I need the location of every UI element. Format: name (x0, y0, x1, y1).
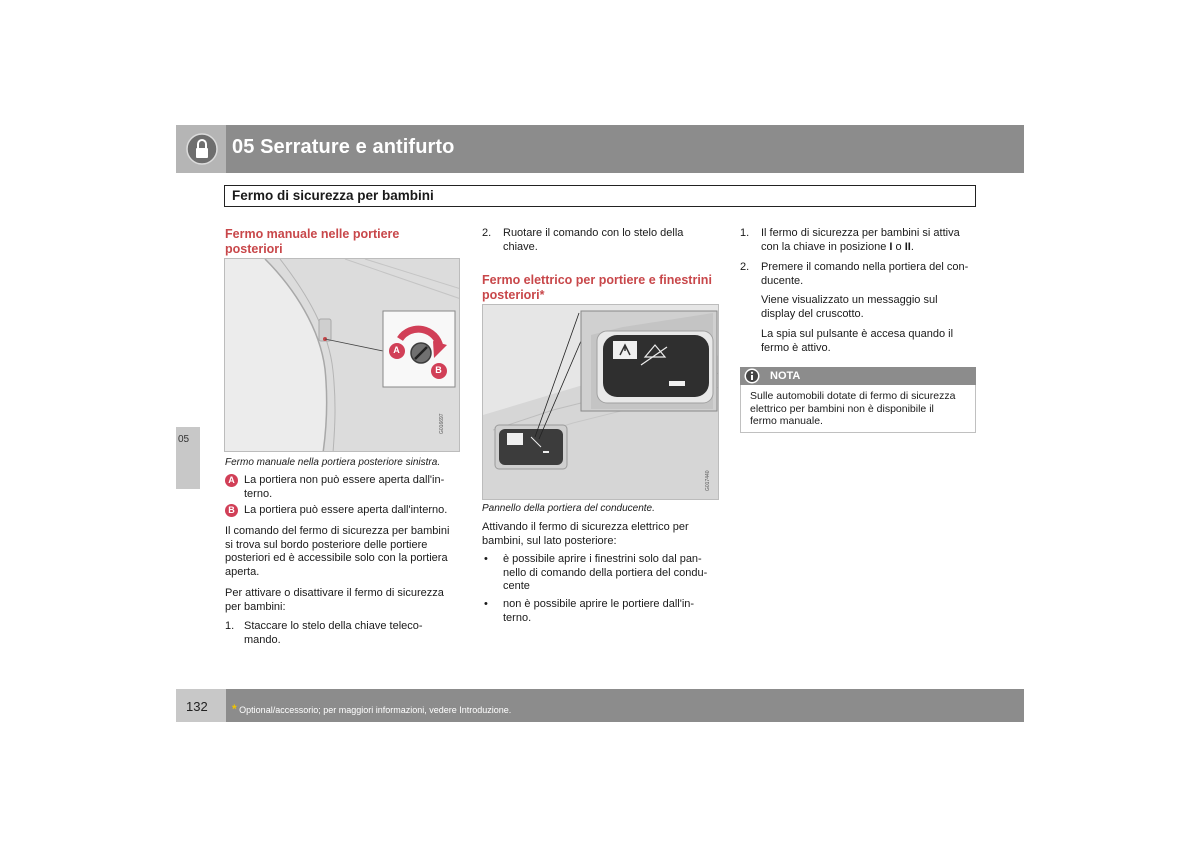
step-line: Staccare lo stelo della chiave teleco- (244, 620, 423, 632)
intro-line: Attivando il fermo di sicurezza elettrico per (482, 521, 689, 533)
bullet-line: è possibile aprire i finestrini solo dal pan- (503, 553, 702, 565)
indicator-light-note (761, 328, 981, 355)
figure-code: G016697 (439, 413, 445, 434)
step-text: o (892, 240, 905, 253)
manual-step-1 (225, 620, 461, 647)
bullet-item-2 (482, 598, 722, 625)
info-icon (744, 368, 760, 384)
electric-lock-heading-line1: Fermo elettrico per portiere e finestrini (482, 273, 712, 287)
step-line: Ruotare il comando con lo stelo della (503, 227, 684, 239)
step-line (761, 241, 980, 255)
sub-line: display del cruscotto. (761, 307, 864, 320)
step-text: con la chiave in posizione (761, 240, 890, 253)
nota-label: NOTA (770, 370, 801, 382)
bullet-line: terno. (503, 611, 532, 624)
manual-lock-heading (225, 227, 460, 256)
figure-badge-b: B (435, 365, 442, 375)
manual-lock-figure (224, 258, 460, 452)
step-line: Premere il comando nella portiera del con- (761, 261, 969, 273)
bullet-symbol: • (484, 598, 488, 610)
footnote-text: Optional/accessorio; per maggiori informazioni, vedere Introduzione. (236, 705, 512, 715)
nota-text (750, 390, 972, 428)
manual-lock-heading-line2: posteriori (225, 241, 283, 256)
electric-lock-intro (482, 521, 722, 548)
nota-line: Sulle automobili dotate di fermo di sicurezza (750, 390, 956, 402)
legend-a (225, 474, 461, 500)
intro-line: bambini, sul lato posteriore: (482, 534, 617, 547)
step-number: 2. (740, 261, 750, 273)
manual-step-2 (482, 227, 718, 254)
display-message-note (761, 294, 981, 321)
lock-icon (186, 133, 218, 165)
chapter-side-tab-label: 05 (178, 434, 190, 445)
bullet-line: nello di comando della portiera del condu- (503, 566, 708, 579)
step-line: chiave. (503, 240, 538, 253)
bullet-item-1 (482, 553, 722, 594)
electric-step-1 (740, 227, 980, 254)
step-line: Il fermo di sicurezza per bambini si attiva (761, 227, 960, 239)
key-position-1: I (889, 240, 893, 253)
nota-line: elettrico per bambini non è disponibile il (750, 402, 934, 415)
activation-intro-paragraph (225, 587, 461, 614)
sub-line: La spia sul pulsante è accesa quando il (761, 328, 954, 340)
footnote (232, 702, 511, 716)
manual-lock-heading-line1: Fermo manuale nelle portiere (225, 227, 400, 241)
door-panel-caption: Pannello della portiera del conducente. (482, 503, 655, 514)
footnote-star: * (232, 702, 237, 716)
electric-lock-heading-line2: posteriori* (482, 287, 545, 302)
legend-b-line1: La portiera può essere aperta dall'interno. (244, 504, 448, 516)
page-number: 132 (186, 699, 208, 714)
door-panel-illustration (483, 305, 719, 500)
manual-lock-caption: Fermo manuale nella portiera posteriore sinistra. (225, 457, 441, 468)
para2-line: Per attivare o disattivare il fermo di sicurezza (225, 587, 444, 599)
step-text: . (910, 240, 914, 253)
para1-line: posteriori ed è accessibile solo con la portiera (225, 552, 448, 564)
door-panel-figure (482, 304, 719, 500)
step-number: 2. (482, 227, 492, 239)
electric-lock-heading (482, 273, 722, 302)
section-title: Fermo di sicurezza per bambini (232, 188, 434, 203)
step-line: mando. (244, 633, 281, 646)
sub-line: fermo è attivo. (761, 341, 831, 354)
legend-b (225, 504, 461, 518)
nota-line: fermo manuale. (750, 415, 823, 427)
legend-badge-b: B (225, 504, 238, 517)
para1-line: si trova sul bordo posteriore delle portiere (225, 538, 428, 551)
chapter-title: 05 Serrature e antifurto (232, 136, 455, 158)
figure-code: G017440 (705, 470, 711, 491)
para2-line: per bambini: (225, 600, 286, 613)
key-position-2: II (904, 240, 911, 253)
bullet-line: cente (503, 580, 530, 592)
manual-lock-paragraph (225, 525, 461, 579)
sub-line: Viene visualizzato un messaggio sul (761, 294, 938, 306)
legend-a-line1: La portiera non può essere aperta dall'in- (244, 474, 445, 486)
bullet-line: non è possibile aprire le portiere dall'in- (503, 598, 695, 610)
para1-line: Il comando del fermo di sicurezza per bambini (225, 525, 450, 537)
step-line: ducente. (761, 274, 804, 287)
electric-step-2 (740, 261, 980, 288)
bullet-symbol: • (484, 553, 488, 565)
para1-line: aperta. (225, 565, 260, 578)
step-number: 1. (740, 227, 750, 239)
door-edge-illustration (225, 259, 460, 452)
legend-badge-a: A (225, 474, 238, 487)
legend-a-line2: terno. (244, 487, 273, 500)
step-number: 1. (225, 620, 235, 632)
figure-badge-a: A (393, 345, 400, 355)
